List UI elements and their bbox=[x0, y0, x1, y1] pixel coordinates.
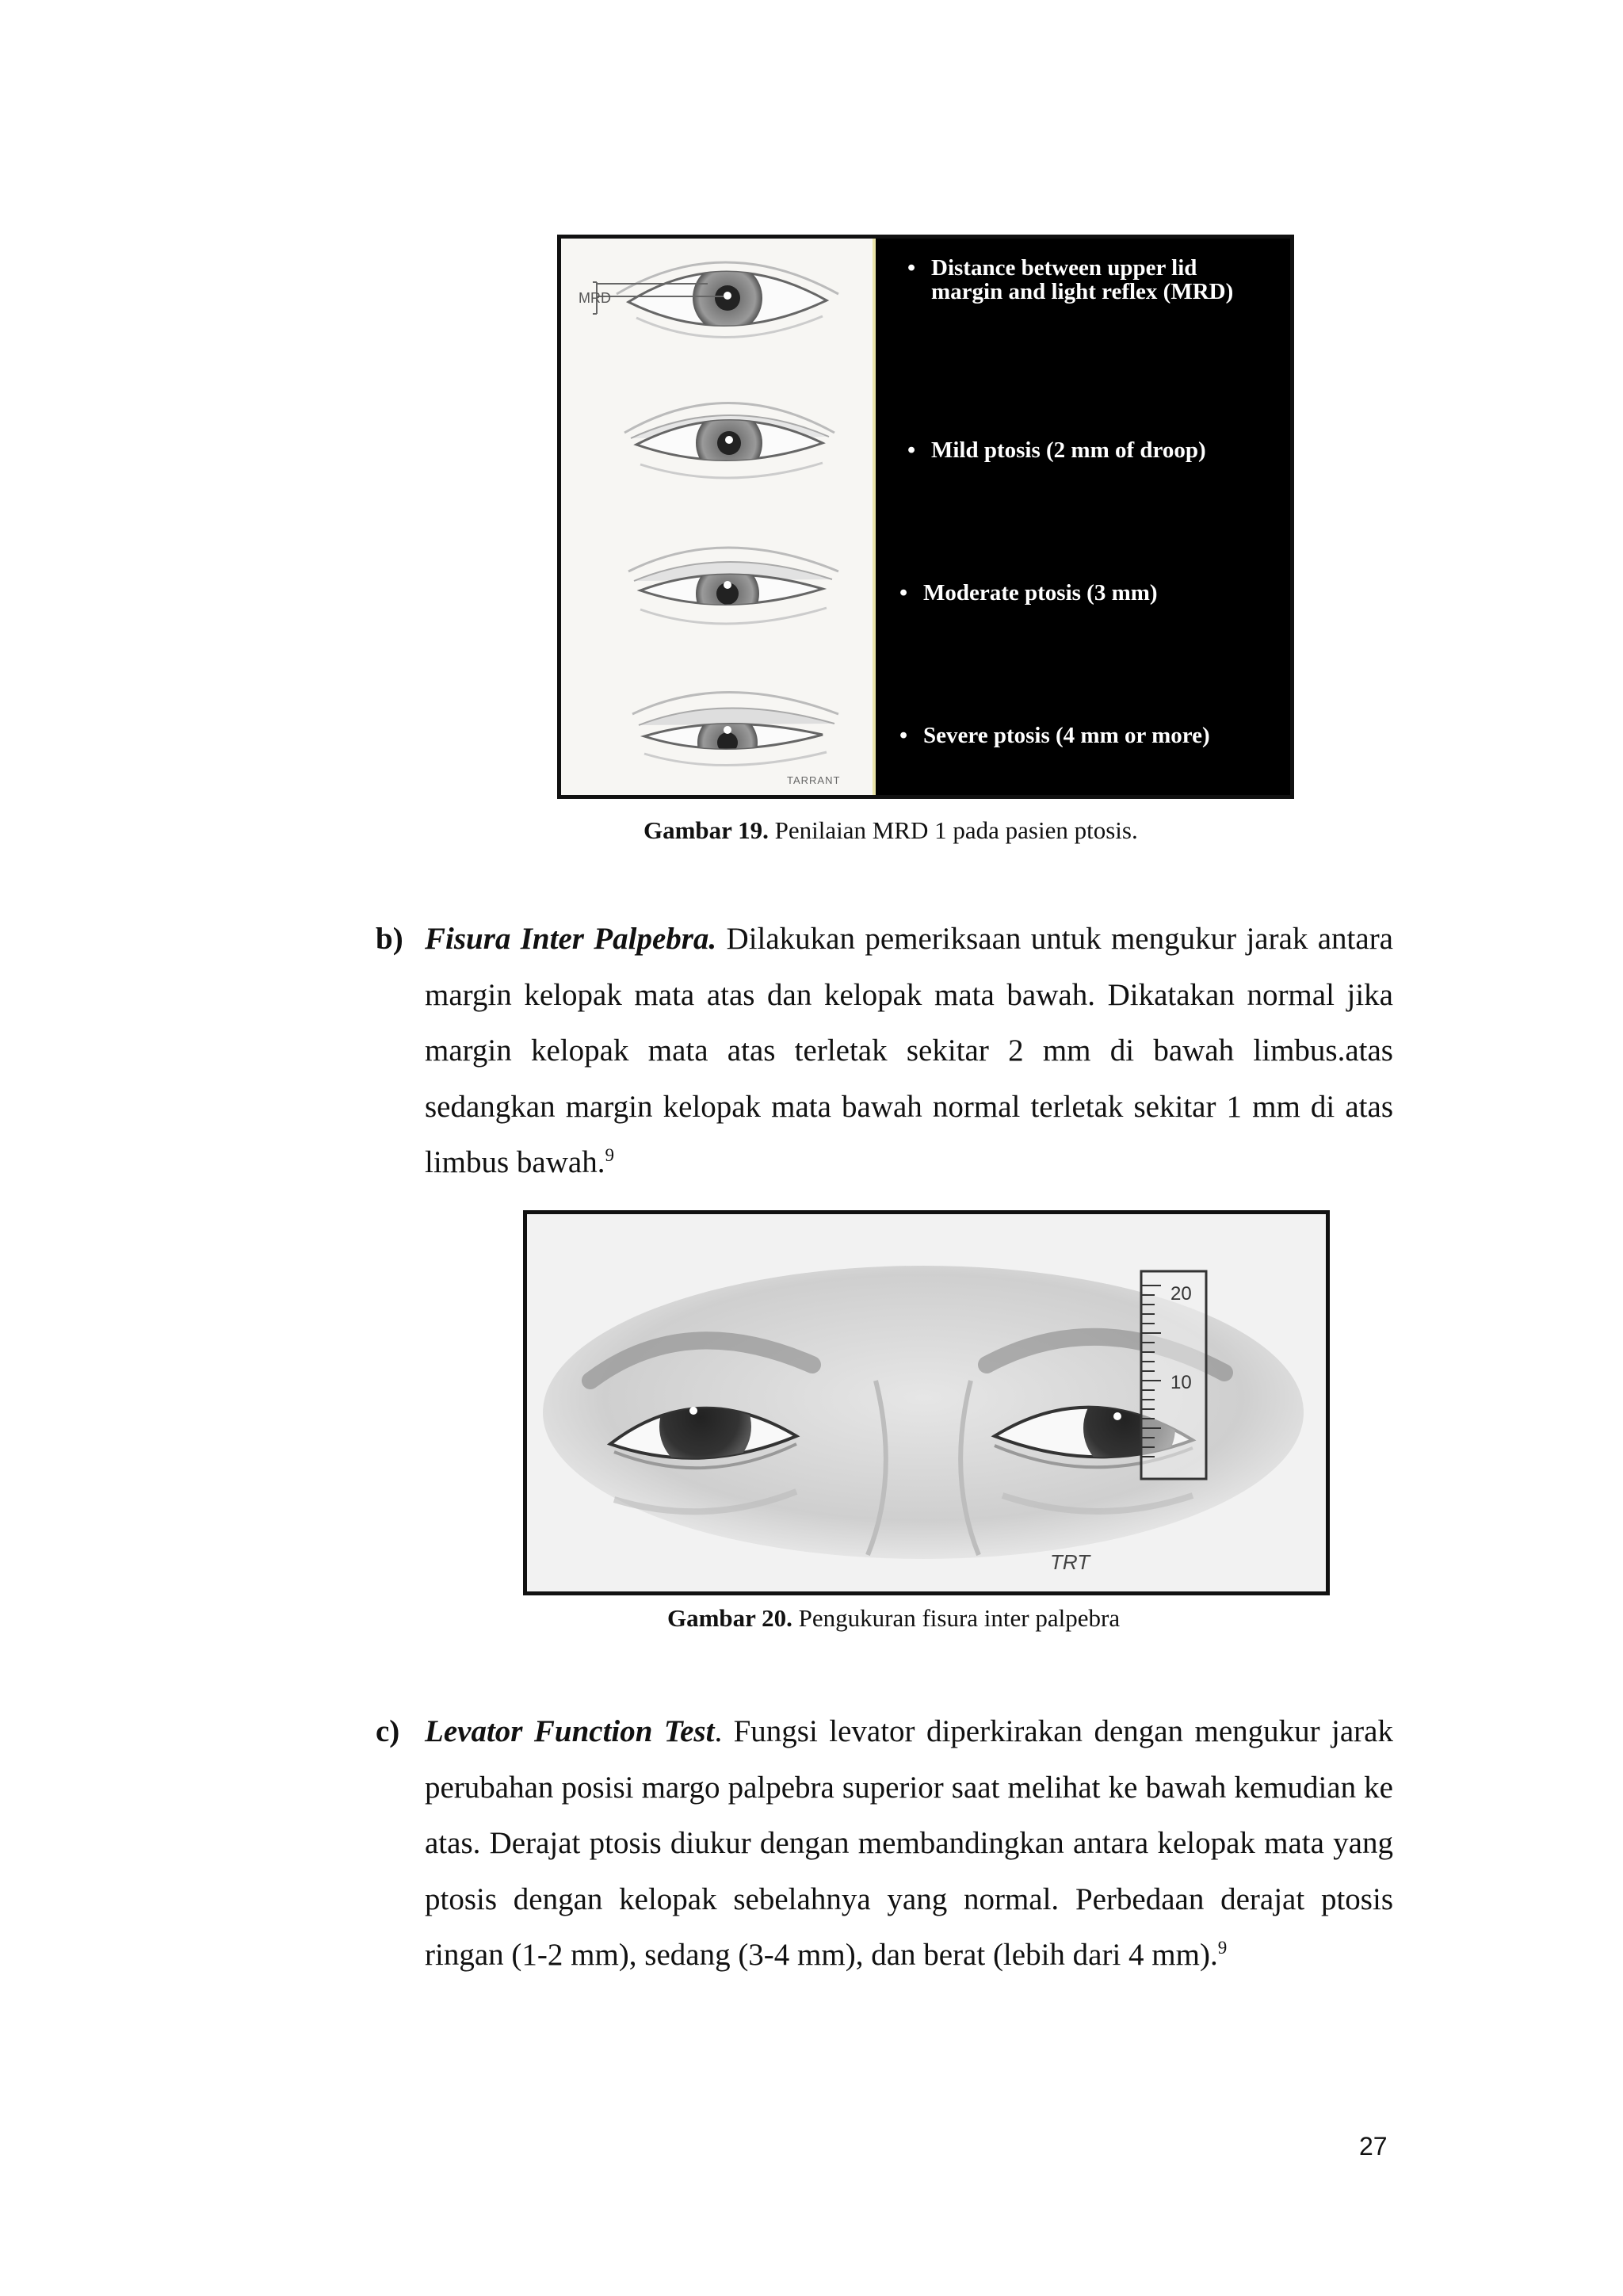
eye-illustration-panel bbox=[561, 239, 876, 795]
ruler-label-10: 10 bbox=[1170, 1372, 1192, 1393]
legend-item-mrd: • Distance between upper lid margin and light reflex (MRD) bbox=[907, 255, 1234, 304]
list-marker: c) bbox=[376, 1714, 400, 1748]
body-text: Dilakukan pemeriksaan untuk mengukur jarak antara margin kelopak mata atas dan kelopak mata bawah. Dikatakan normal jika margin kelopak mata atas terletak sekitar 2 mm di bawah limbus.atas sedangkan margin kelopak mata bawah normal terletak sekitar 1 mm di atas limbus bawah. bbox=[425, 922, 1393, 1179]
artist-mark: TRT bbox=[1050, 1550, 1090, 1574]
reference: 9 bbox=[605, 1145, 614, 1165]
legend-item-severe: • Severe ptosis (4 mm or more) bbox=[899, 723, 1210, 748]
figure-20-fissure-illustration bbox=[523, 1210, 1330, 1595]
artist-mark: TARRANT bbox=[787, 774, 841, 786]
caption-label: Gambar 19. bbox=[643, 816, 769, 844]
eye-drawings bbox=[561, 239, 873, 795]
section-b-fisura bbox=[376, 911, 1393, 1191]
caption-text: Pengukuran fisura inter palpebra bbox=[792, 1604, 1121, 1632]
ruler bbox=[1141, 1271, 1206, 1479]
eye-severe-ptosis bbox=[632, 693, 838, 774]
face-drawing bbox=[527, 1214, 1326, 1591]
section-c-body bbox=[425, 1704, 1393, 1984]
legend-item-moderate: • Moderate ptosis (3 mm) bbox=[899, 580, 1158, 606]
reference: 9 bbox=[1217, 1938, 1228, 1958]
term: Levator Function Test bbox=[425, 1714, 715, 1748]
eye-moderate-ptosis bbox=[628, 548, 838, 625]
list-marker: b) bbox=[376, 922, 403, 956]
ruler-label-20: 20 bbox=[1170, 1283, 1192, 1305]
eye-normal bbox=[593, 262, 838, 338]
term: Fisura Inter Palpebra. bbox=[425, 922, 717, 956]
figure-19-caption bbox=[643, 816, 1138, 845]
eye-mild-ptosis bbox=[624, 403, 834, 479]
section-c-levator bbox=[376, 1704, 1393, 1984]
caption-text: Penilaian MRD 1 pada pasien ptosis. bbox=[768, 816, 1138, 844]
figure-20-caption bbox=[667, 1604, 1120, 1633]
caption-label: Gambar 20. bbox=[667, 1604, 792, 1632]
figure-19-legend-panel bbox=[876, 239, 1290, 795]
page-number: 27 bbox=[1359, 2132, 1388, 2160]
figure-19-mrd-illustration bbox=[557, 235, 1294, 799]
section-b-body bbox=[425, 911, 1393, 1191]
legend-item-mild: • Mild ptosis (2 mm of droop) bbox=[907, 437, 1206, 463]
body-text: . Fungsi levator diperkirakan dengan mengukur jarak perubahan posisi margo palpebra superior saat melihat ke bawah kemudian ke atas. Derajat ptosis diukur dengan membandingkan antara kelopak mata yang ptosis dengan kelopak sebelahnya yang normal. Perbedaan derajat ptosis ringan (1-2 mm), sedang (3-4 mm), dan berat (lebih dari 4 mm). bbox=[425, 1714, 1393, 1972]
mrd-label: MRD bbox=[579, 290, 611, 306]
